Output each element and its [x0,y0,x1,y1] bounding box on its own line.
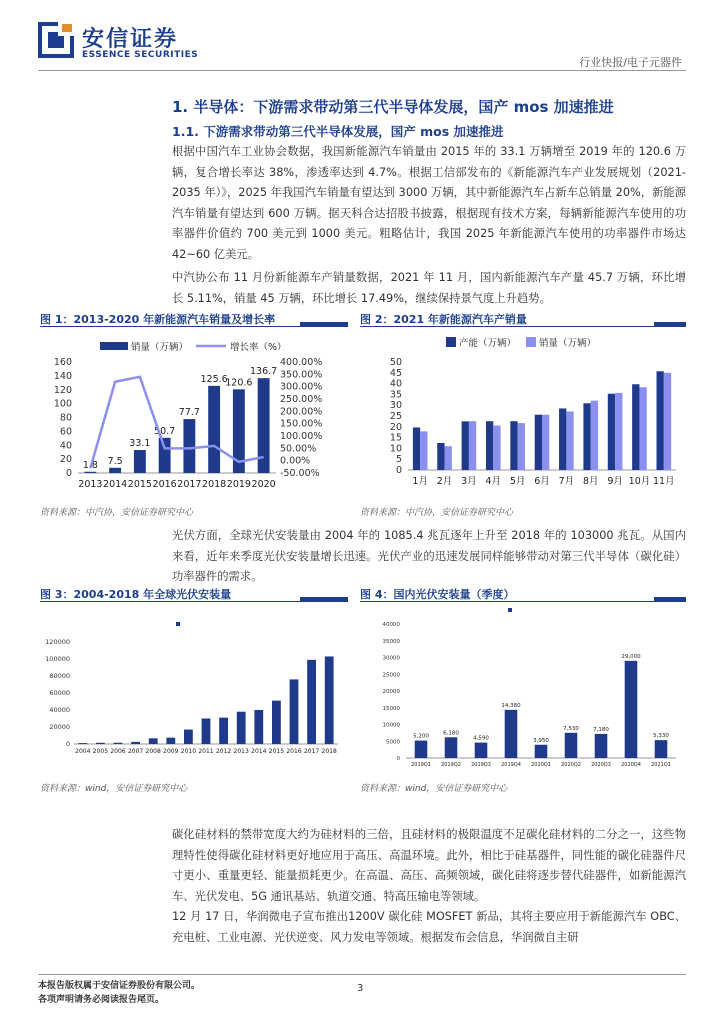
data-label: 120.6 [225,377,253,389]
bar-sales-2016 [159,438,171,473]
bar-sales-2017 [183,419,195,473]
x-tick-label: 2016 [286,748,302,755]
x-tick-label: 2010 [180,748,197,755]
x-tick-label: 2019Q3 [471,762,491,768]
y-tick-label: 40000 [382,622,400,628]
bar-solar-2006 [114,743,123,744]
y-tick-label: 100000 [45,655,70,663]
y-tick-label: 120 [53,384,72,396]
x-tick-label: 2019Q1 [411,762,431,768]
y2-tick-label: 300.00% [280,381,323,393]
bar-solar-2014 [254,710,263,744]
logo-icon [38,22,74,58]
y-tick-label: 40 [389,378,402,390]
bar-sales-2015 [134,450,146,473]
x-tick-label: 2008 [145,748,161,755]
bar-quarter-2020Q2 [565,733,578,758]
data-label: 125.6 [200,373,228,385]
y-tick-label: 60000 [49,689,70,697]
footer-divider [38,974,686,975]
figure-4-source: 资料来源：wind，安信证券研究中心 [360,784,508,794]
bar-production-4 [486,421,493,470]
data-label: 14,380 [501,702,521,709]
x-tick-label: 2019 [226,479,251,490]
x-tick-label: 2014 [103,479,128,490]
section-heading: 1. 半导体：下游需求带动第三代半导体发展，国产 mos 加速推进 [172,98,614,116]
y-tick-label: 10000 [382,722,400,729]
footer-copyright: 本报告版权属于安信证券股份有限公司。 [38,981,201,991]
legend-swatch-sales [100,342,128,350]
bar-quarter-2019Q2 [445,737,458,758]
legend-swatch-production [446,337,456,347]
y2-tick-label: 250.00% [280,394,323,405]
y-tick-label: 0 [65,740,70,748]
bar-quarter-2020Q1 [535,745,548,758]
report-type: 行业快报/电子元器件 [579,56,682,69]
bar-sales-1 [420,431,427,470]
legend-swatch [176,622,180,626]
paragraph-ev-sales: 根据中国汽车工业协会数据，我国新能源汽车销量由 2015 年的 33.1 万辆增至 2019 年的 120.6 万辆，复合增长率达 38%，渗透率达到 4.7%。根据工信部发布的《新能源汽车产业发展规划（2021-2035 年）》，2025 年我国汽车销量有望达到 3000 万辆，其中新能源汽车占新车总销量 20%，新能源汽车销量有望达到 600 万辆。据天科合达招股书披露，根据现有技术方案，每辆新能源汽车使用的功率器件价值约 700 美元到 1000 美元。粗略估计，我国 2025 年新能源汽车使用的功率器件市场达 42~60 亿美元。 [172,145,686,261]
bar-solar-2016 [290,679,299,744]
bar-quarter-2020Q4 [625,661,638,758]
x-tick-label: 2014 [251,748,267,755]
page-number: 3 [357,983,364,994]
bar-production-6 [535,415,542,470]
x-tick-label: 2020Q4 [621,762,641,768]
x-tick-label: 2019Q2 [441,762,461,768]
x-tick-label: 2018 [202,479,227,490]
y-tick-label: 50 [389,357,402,368]
paragraph-sic: 碳化硅材料的禁带宽度大约为硅材料的三倍，且硅材料的极限温度不足碳化硅材料的二分之一，这些物理特性使得碳化硅材料更好地应用于高压、高温环境。此外，相比于硅基器件，同性能的碳化硅器件尺寸更小、重量更轻、能量损耗更少。在高温、高压、高频领域，碳化硅将逐步替代硅器件，如新能源汽车、光伏发电、5G 通讯基站、轨道交通、特高压输电等领域。 [172,828,686,903]
x-tick-label: 4月 [485,476,502,487]
figure-1-rule [40,326,348,327]
legend-label-sales: 销量（万辆） [539,338,597,349]
bar-quarter-2021Q1 [655,740,668,758]
data-label: 5,330 [653,733,669,740]
bar-sales-2018 [208,386,220,473]
x-tick-label: 11月 [653,476,675,487]
bar-quarter-2020Q3 [595,734,608,758]
data-label: 50.7 [154,425,176,437]
y2-tick-label: -50.00% [280,468,320,479]
x-tick-label: 2004 [75,748,91,755]
figure-2-source: 资料来源：中汽协，安信证券研究中心 [360,508,514,518]
bar-quarter-2019Q1 [415,741,428,758]
x-tick-label: 2015 [268,748,285,755]
x-tick-label: 2006 [110,748,126,755]
y-tick-label: 20000 [382,689,400,695]
bar-sales-4 [493,426,500,470]
data-label: 1.8 [82,459,98,471]
y-tick-label: 0 [65,468,72,479]
data-label: 3,950 [533,737,549,744]
x-tick-label: 2020Q1 [531,762,551,768]
bar-sales-2014 [109,468,121,473]
data-label: 5,200 [413,733,429,740]
x-tick-label: 2020Q2 [561,762,581,768]
y-tick-label: 140 [53,370,72,382]
paragraph-nov-data: 中汽协公布 11 月份新能源车产销量数据，2021 年 11 月，国内新能源汽车产量 45.7 万辆，环比增长 5.11%，销量 45 万辆，环比增长 17.49%，继续保持景气度上升趋势。 [172,271,686,305]
chart-ev-monthly [360,332,686,496]
x-tick-label: 2017 [177,479,202,490]
bar-solar-2010 [184,730,193,744]
bar-solar-2008 [149,738,158,744]
bar-sales-6 [542,415,549,470]
data-label: 7,530 [563,725,579,732]
brand-name-en: ESSENCE SECURITIES [82,50,199,60]
legend-swatch-sales [526,337,536,347]
y2-tick-label: 350.00% [280,369,323,381]
data-label: 77.7 [178,407,200,419]
figure-4-rule [360,601,686,602]
x-tick-label: 2020 [251,479,276,490]
data-label: 7.5 [107,455,123,467]
figure-2-rule [360,326,686,327]
bar-production-11 [657,371,664,470]
y2-tick-label: 200.00% [280,406,323,418]
y-tick-label: 45 [389,367,402,379]
bar-production-2 [437,443,444,470]
figure-2-title: 图 2：2021 年新能源汽车产销量 [360,313,527,326]
bar-solar-2007 [131,742,140,744]
subsection-heading: 1.1. 下游需求带动第三代半导体发展，国产 mos 加速推进 [172,124,504,139]
x-tick-label: 2019Q4 [501,762,521,768]
bar-production-10 [632,384,639,470]
x-tick-label: 2013 [78,479,103,490]
bar-solar-2011 [202,719,211,745]
y-tick-label: 10 [389,443,402,455]
data-label: 29,000 [621,653,641,660]
bar-solar-2017 [307,660,316,744]
data-label: 7,180 [593,726,609,733]
legend-label-growth: 增长率（%） [230,342,287,353]
bar-production-7 [559,408,566,470]
x-tick-label: 2015 [127,479,152,490]
bar-solar-2005 [96,743,105,744]
bar-sales-3 [469,421,476,470]
y-tick-label: 5000 [386,739,400,746]
x-tick-label: 2017 [303,748,320,755]
y-tick-label: 25000 [382,672,400,679]
y-tick-label: 40000 [49,706,70,714]
figure-1-title: 图 1：2013-2020 年新能源汽车销量及增长率 [40,313,276,326]
figure-3-source: 资料来源：wind，安信证券研究中心 [40,784,188,794]
bar-sales-9 [615,393,622,470]
y-tick-label: 40 [59,440,72,452]
x-tick-label: 2012 [215,748,232,755]
y-tick-label: 30000 [382,655,400,662]
y2-tick-label: 0.00% [280,455,311,467]
y2-tick-label: 150.00% [280,418,323,430]
y-tick-label: 0 [396,756,400,762]
x-tick-label: 3月 [461,476,477,487]
bar-quarter-2019Q3 [475,743,488,758]
chart-ev-sales [38,336,350,496]
x-tick-label: 7月 [558,476,575,487]
y-tick-label: 160 [53,357,72,368]
bar-sales-2013 [84,472,96,473]
x-tick-label: 2016 [152,479,177,490]
bar-production-1 [413,427,420,470]
bar-solar-2004 [78,743,87,744]
data-label: 33.1 [129,438,151,450]
y-tick-label: 35000 [382,638,400,645]
y-tick-label: 20 [389,421,402,433]
x-tick-label: 6月 [534,476,550,487]
y2-tick-label: 50.00% [280,443,317,455]
y-tick-label: 100 [53,398,72,410]
legend-label-production: 产能（万辆） [459,338,517,349]
bar-sales-2 [445,446,452,470]
chart-china-solar-quarterly [360,604,686,774]
y2-tick-label: 100.00% [280,431,323,442]
bar-solar-2009 [166,738,175,744]
bar-sales-11 [664,373,671,470]
y2-tick-label: 400.00% [280,357,323,368]
x-tick-label: 2月 [436,476,453,487]
chart-global-solar [38,612,350,762]
legend-swatch [508,608,512,612]
x-tick-label: 10月 [628,476,651,487]
bar-sales-5 [518,423,525,470]
x-tick-label: 2018 [321,748,337,755]
y-tick-label: 25 [389,411,402,422]
header-divider [38,70,686,71]
y-tick-label: 120000 [45,638,70,646]
y-tick-label: 15000 [382,705,400,712]
data-label: 6,180 [443,730,459,737]
x-tick-label: 2011 [198,748,214,755]
paragraph-cr-micro: 12 月 17 日，华润微电子宣布推出1200V 碳化硅 MOSFET 新品，其将主要应用于新能源汽车 OBC、充电桩、工业电源、光伏逆变、风力发电等领域。根据发布会信息，华润微自主研 [172,910,686,944]
x-tick-label: 2005 [92,748,109,755]
figure-3-rule [40,601,348,602]
x-tick-label: 8月 [582,476,599,487]
bar-production-8 [583,403,590,470]
bar-sales-8 [591,401,598,470]
y-tick-label: 5 [395,454,402,466]
y-tick-label: 80 [59,412,72,424]
data-label: 136.7 [250,366,278,378]
bar-solar-2013 [237,712,246,744]
figure-1-source: 资料来源：中汽协，安信证券研究中心 [40,508,194,518]
x-tick-label: 2021Q1 [651,762,671,768]
bar-production-9 [608,394,615,470]
y-tick-label: 35 [389,389,402,401]
paragraph-solar: 光伏方面，全球光伏安装量由 2004 年的 1085.4 兆瓦逐年上升至 2018 年的 103000 兆瓦。从国内来看，近年来季度光伏安装量增长迅速。光伏产业的迅速发展同样能够带动对第三代半导体（碳化硅）功率器件的需求。 [172,529,686,583]
y-tick-label: 15 [389,432,402,444]
x-tick-label: 1月 [412,476,428,487]
x-tick-label: 2009 [163,748,179,755]
y-tick-label: 30 [389,400,402,412]
bar-solar-2015 [272,701,281,744]
bar-quarter-2019Q4 [505,710,518,758]
x-tick-label: 2020Q3 [591,762,611,768]
figure-4-title: 图 4：国内光伏安装量（季度） [360,588,515,601]
bar-production-5 [510,421,517,470]
y-tick-label: 60 [59,426,72,438]
x-tick-label: 2007 [127,748,144,755]
data-label: 4,590 [473,735,489,742]
bar-sales-7 [566,411,573,470]
bar-production-3 [462,421,469,470]
bar-sales-10 [639,387,646,470]
y-tick-label: 20000 [49,723,70,731]
brand-name: 安信证券 [82,27,179,52]
bar-solar-2018 [325,656,334,744]
figure-3-title: 图 3：2004-2018 年全球光伏安装量 [40,588,232,601]
x-tick-label: 9月 [607,476,623,487]
footer-disclaimer: 各项声明请务必阅读报告尾页。 [38,995,165,1005]
y-tick-label: 80000 [49,672,70,680]
y-tick-label: 20 [59,454,72,466]
bar-solar-2012 [219,718,228,744]
legend-label-sales: 销量（万辆） [131,342,189,353]
x-tick-label: 5月 [509,476,526,487]
x-tick-label: 2013 [233,748,249,755]
y-tick-label: 0 [395,465,402,476]
